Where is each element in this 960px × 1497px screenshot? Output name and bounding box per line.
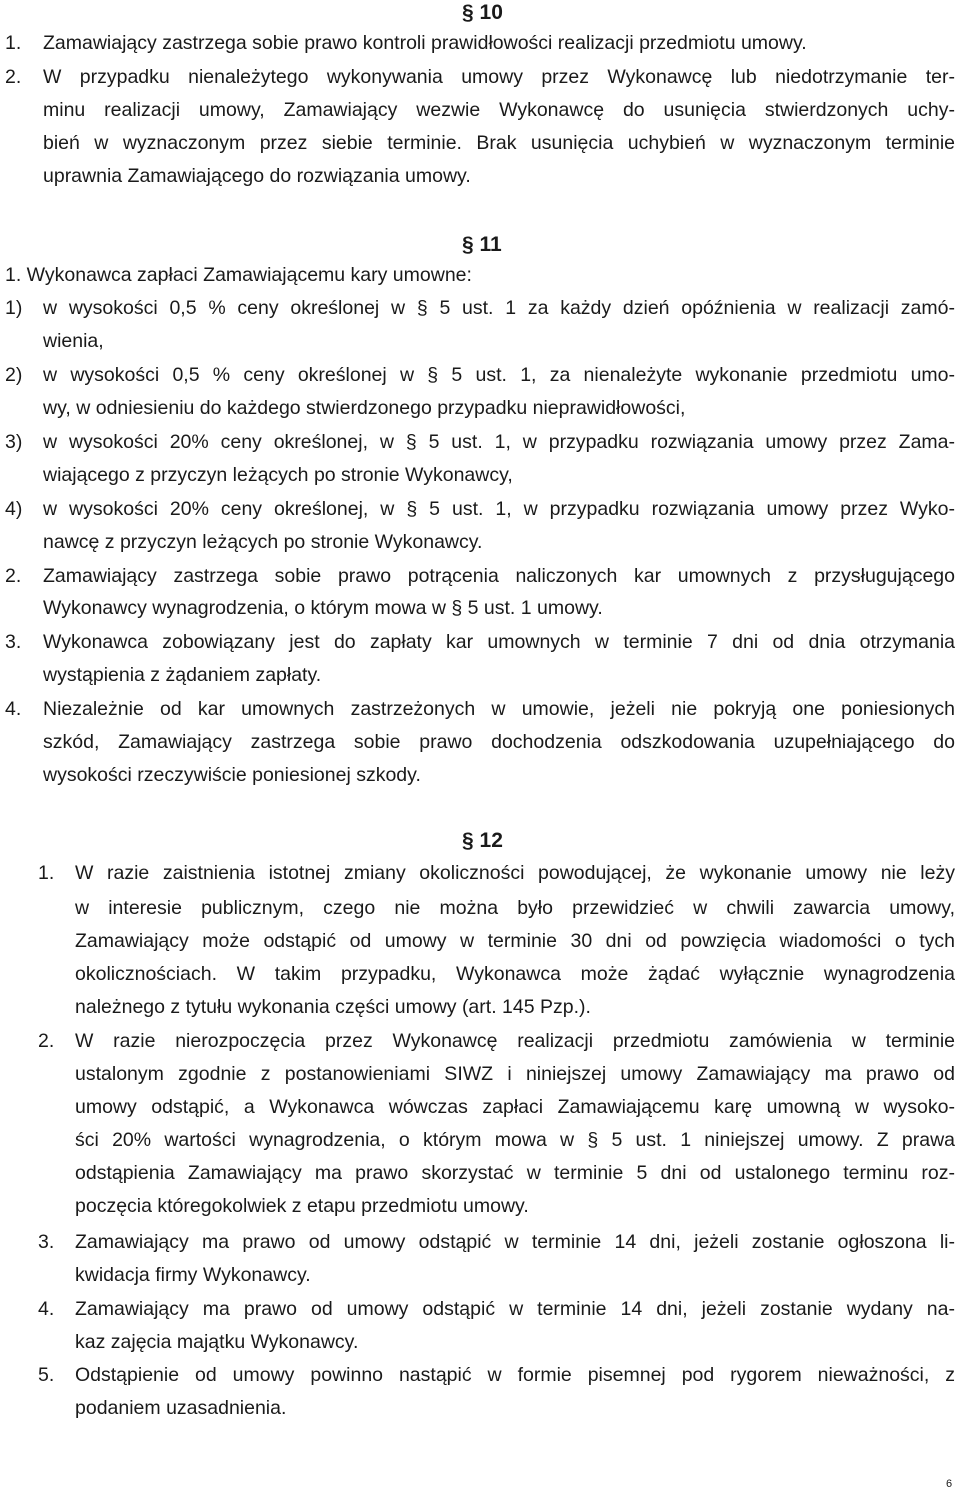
section-12-heading: § 12 — [462, 829, 503, 852]
sec12-para-line: ustalonym zgodnie z postanowieniami SIWZ i niniejszej umowy Zamawiający ma prawo od — [75, 1063, 955, 1085]
section-11-heading: § 11 — [462, 233, 502, 256]
sec11-penalty-number: 2) — [5, 364, 23, 386]
sec12-para-number: 4. — [38, 1298, 55, 1320]
sec11-penalty-line: w wysokości 20% ceny określonej, w § 5 ust. 1, w przypadku rozwiązania umowy przez Wyko- — [43, 498, 955, 520]
sec12-para-line: Zamawiający ma prawo od umowy odstąpić w terminie 14 dni, jeżeli zostanie ogłoszona li- — [75, 1231, 955, 1253]
sec11-penalty-number: 1) — [5, 297, 23, 319]
sec12-para-number: 1. — [38, 862, 55, 884]
sec11-para-number: 3. — [5, 631, 22, 653]
sec11-para-line: Zamawiający zastrzega sobie prawo potrącenia naliczonych kar umownych z przysługującego — [43, 565, 955, 587]
sec10-item-2-line: minu realizacji umowy, Zamawiający wezwie Wykonawcę do usunięcia stwierdzonych uchy- — [43, 99, 955, 121]
sec12-para-number: 2. — [38, 1030, 55, 1052]
section-10-heading: § 10 — [462, 1, 503, 24]
sec12-para-line: Odstąpienie od umowy powinno nastąpić w formie pisemnej pod rygorem nieważności, z — [75, 1364, 955, 1386]
sec10-item-2-line: bień w wyznaczonym przez siebie terminie. Brak usunięcia uchybień w wyznaczonym terminie — [43, 132, 955, 154]
sec12-para-line: Zamawiający może odstąpić od umowy w terminie 30 dni od powzięcia wiadomości o tych — [75, 930, 955, 952]
sec11-para-line: Wykonawca zobowiązany jest do zapłaty kar umownych w terminie 7 dni od dnia otrzymania — [43, 631, 955, 653]
sec11-penalty-line: wy, w odniesieniu do każdego stwierdzonego przypadku nieprawidłowości, — [43, 397, 686, 419]
sec12-para-line: ści 20% wartości wynagrodzenia, o którym mowa w § 5 ust. 1 niniejszej umowy. Z prawa — [75, 1129, 955, 1151]
sec10-item-1-text: Zamawiający zastrzega sobie prawo kontroli prawidłowości realizacji przedmiotu umowy. — [43, 32, 807, 54]
sec12-para-line: należnego z tytułu wykonania części umowy (art. 145 Pzp.). — [75, 996, 591, 1018]
sec11-para-line: wysokości rzeczywiście poniesionej szkody. — [43, 764, 421, 786]
sec12-para-number: 5. — [38, 1364, 55, 1386]
page-number: 6 — [946, 1478, 953, 1490]
sec12-para-line: kaz zajęcia majątku Wykonawcy. — [75, 1331, 359, 1353]
sec11-penalty-line: w wysokości 0,5 % ceny określonej w § 5 ust. 1, za nienależyte wykonanie przedmiotu umo- — [43, 364, 955, 386]
sec11-penalty-line: wienia, — [43, 330, 104, 352]
sec11-intro: 1. Wykonawca zapłaci Zamawiającemu kary umowne: — [5, 264, 472, 286]
sec11-para-number: 2. — [5, 565, 22, 587]
sec10-item-2-line: W przypadku nienależytego wykonywania umowy przez Wykonawcę lub niedotrzymanie ter- — [43, 66, 955, 88]
sec12-para-line: kwidacja firmy Wykonawcy. — [75, 1264, 311, 1286]
sec11-penalty-number: 3) — [5, 431, 23, 453]
sec12-para-line: odstąpienia Zamawiający ma prawo skorzystać w terminie 5 dni od ustalonego terminu roz- — [75, 1162, 955, 1184]
sec12-para-line: w interesie publicznym, czego nie można było przewidzieć w chwili zawarcia umowy, — [75, 897, 955, 919]
sec11-penalty-line: wiającego z przyczyn leżących po stronie Wykonawcy, — [43, 464, 513, 486]
sec11-penalty-line: w wysokości 0,5 % ceny określonej w § 5 ust. 1 za każdy dzień opóźnienia w realizacji zamó- — [43, 297, 955, 319]
sec11-para-line: wystąpienia z żądaniem zapłaty. — [43, 664, 322, 686]
sec11-para-line: Niezależnie od kar umownych zastrzeżonych w umowie, jeżeli nie pokryją one poniesionych — [43, 698, 955, 720]
sec11-penalty-line: w wysokości 20% ceny określonej, w § 5 ust. 1, w przypadku rozwiązania umowy przez Zama- — [43, 431, 955, 453]
sec10-item-1-number: 1. — [5, 32, 22, 54]
sec12-para-line: W razie nierozpoczęcia przez Wykonawcę realizacji przedmiotu zamówienia w terminie — [75, 1030, 955, 1052]
sec12-para-line: Zamawiający ma prawo od umowy odstąpić w terminie 14 dni, jeżeli zostanie wydany na- — [75, 1298, 955, 1320]
sec12-para-line: poczęcia któregokolwiek z etapu przedmiotu umowy. — [75, 1195, 529, 1217]
sec12-para-line: umowy odstąpić, a Wykonawca wówczas zapłaci Zamawiającemu karę umowną w wysoko- — [75, 1096, 955, 1118]
sec11-penalty-line: nawcę z przyczyn leżących po stronie Wykonawcy. — [43, 531, 483, 553]
sec12-para-line: podaniem uzasadnienia. — [75, 1397, 287, 1419]
sec12-para-line: W razie zaistnienia istotnej zmiany okoliczności powodującej, że wykonanie umowy nie leży — [75, 862, 955, 884]
sec12-para-line: okolicznościach. W takim przypadku, Wykonawca może żądać wyłącznie wynagrodzenia — [75, 963, 955, 985]
sec10-item-2-line: uprawnia Zamawiającego do rozwiązania umowy. — [43, 165, 471, 187]
sec12-para-number: 3. — [38, 1231, 55, 1253]
sec11-para-number: 4. — [5, 698, 22, 720]
sec11-para-line: szkód, Zamawiający zastrzega sobie prawo dochodzenia odszkodowania uzupełniającego do — [43, 731, 955, 753]
sec10-item-2-number: 2. — [5, 66, 22, 88]
sec11-para-line: Wykonawcy wynagrodzenia, o którym mowa w § 5 ust. 1 umowy. — [43, 597, 603, 619]
sec11-penalty-number: 4) — [5, 498, 23, 520]
